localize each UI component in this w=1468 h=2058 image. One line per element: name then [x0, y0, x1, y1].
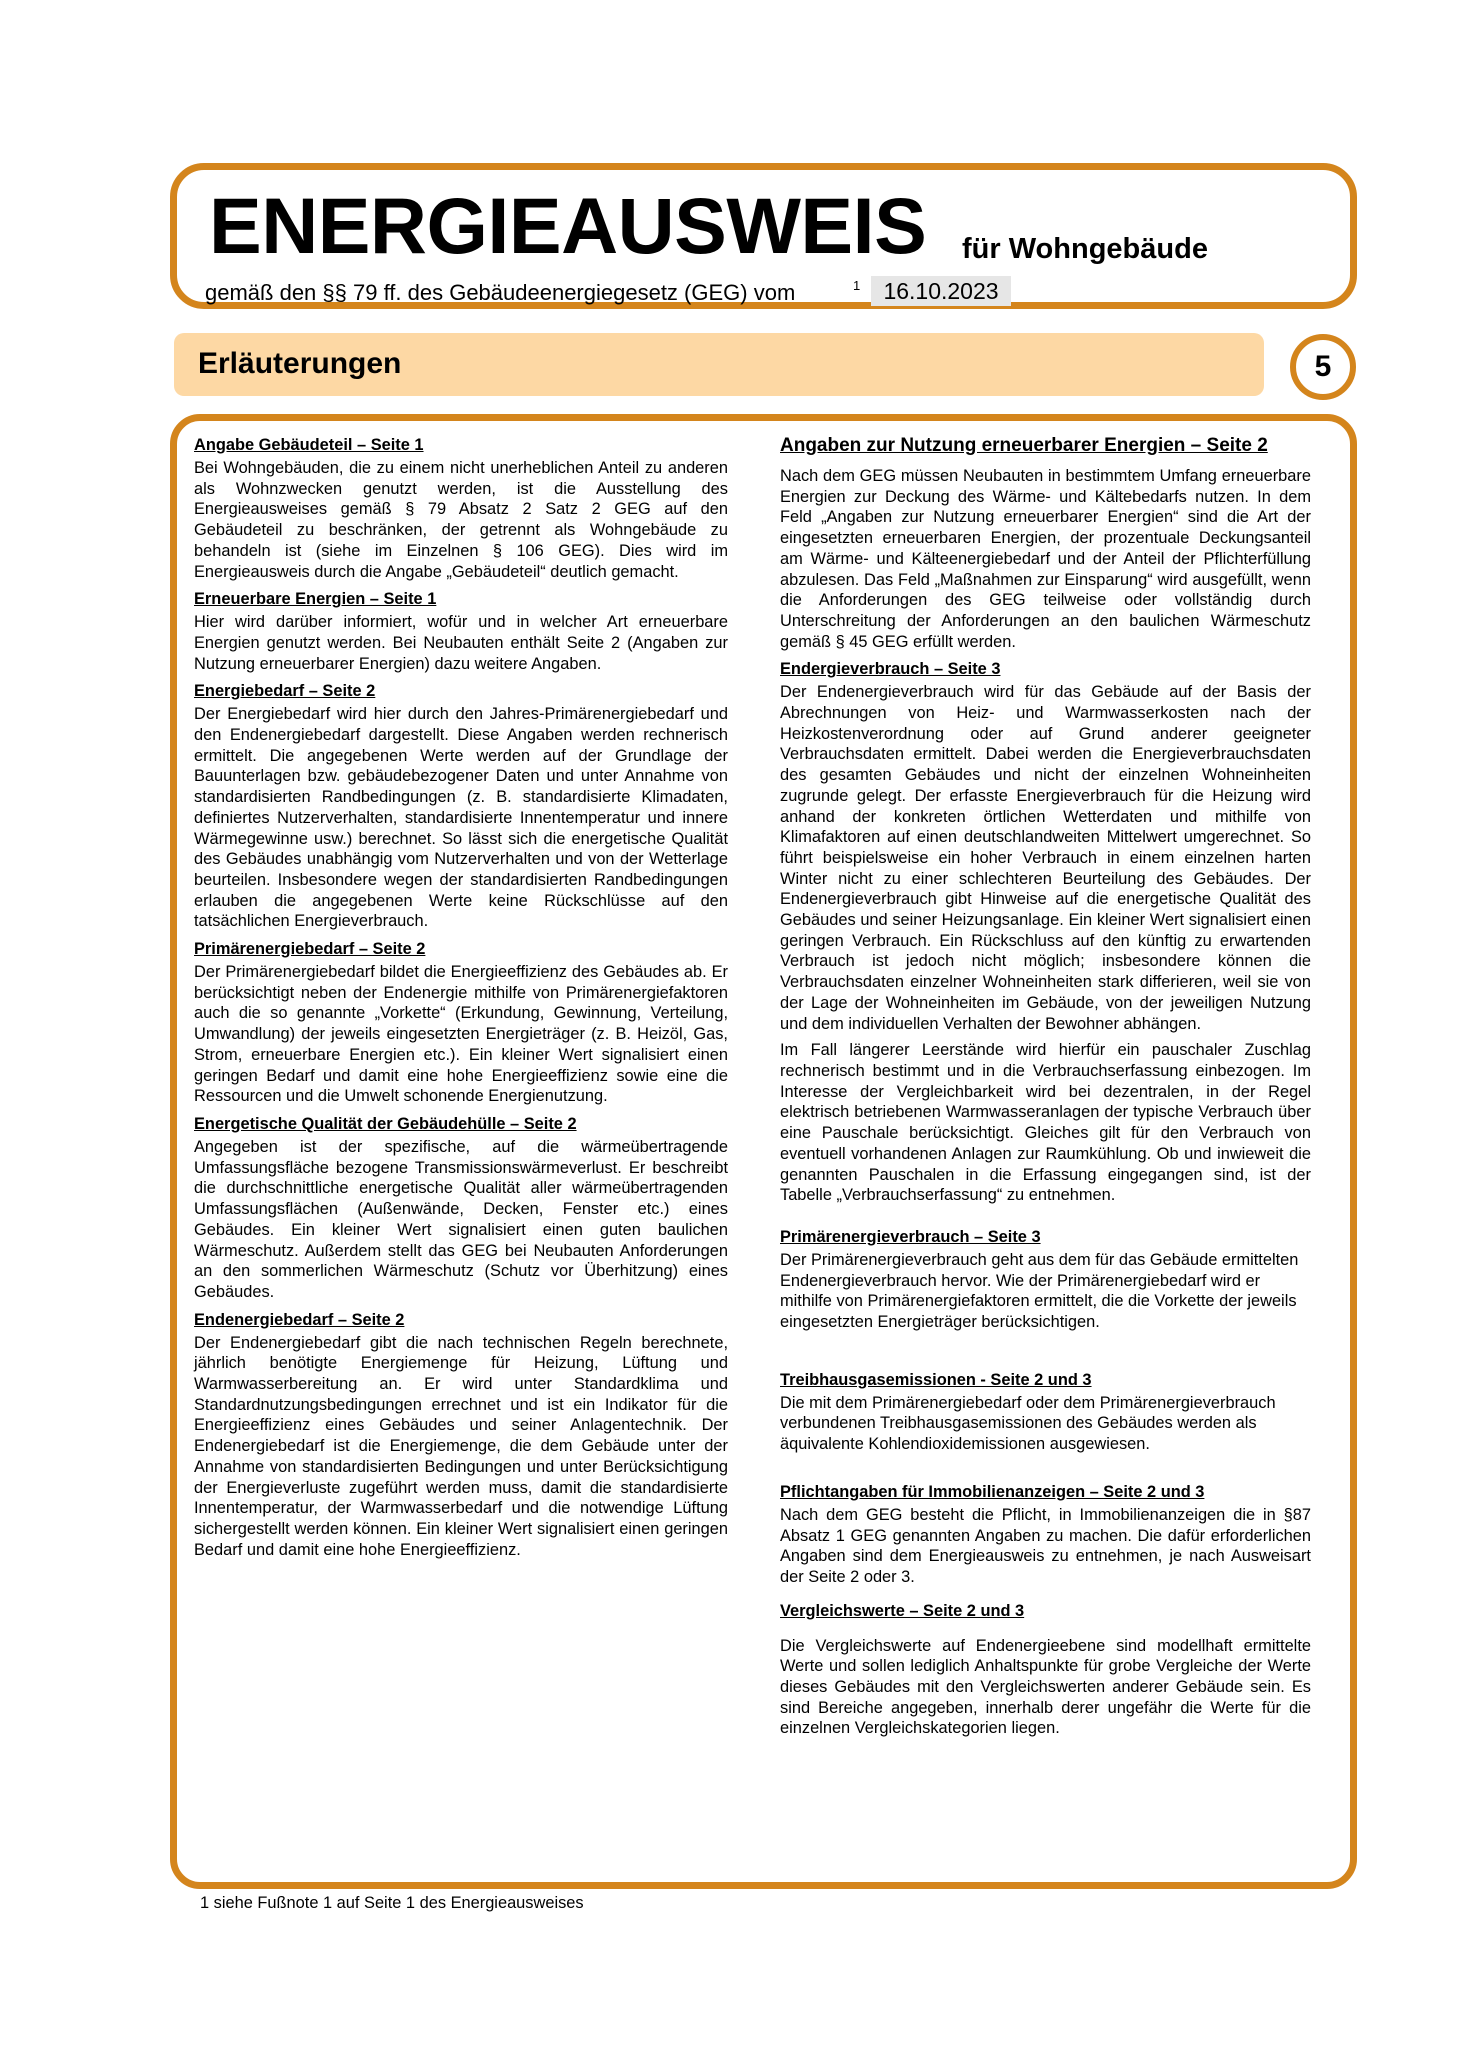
- explanation-text: Der Endenergieverbrauch wird für das Gebäude auf der Basis der Abrechnungen von Heiz- und Warmwasserkosten nach der Heizkostenverordnung oder auf Grund anderer geeigneter Verbrauchsdaten ermittelt. Dabei werden die Energieverbrauchsdaten des gesamten Gebäudes und nicht der einzelnen Wohneinheiten zugrunde gelegt. Der erfasste Energieverbrauch für die Heizung wird anhand der konkreten örtlichen Wetterdaten und mithilfe von Klimafaktoren auf einen deutschlandweiten Mittelwert umgerechnet. So führt beispielsweise ein hoher Verbrauch in einem einzelnen harten Winter nicht zu einer schlechteren Beurteilung des Gebäudes. Der Endenergieverbrauch gibt Hinweise auf die energetische Qualität des Gebäudes und seiner Heizungsanlage. Ein kleiner Wert signalisiert einen geringen Verbrauch. Ein Rückschluss auf den künftig zu erwartenden Verbrauch ist jedoch nicht möglich; insbesondere können die Verbrauchsdaten einzelner Wohneinheiten stark differieren, weil sie von der Lage der Wohneinheiten im Gebäude, von der jeweiligen Nutzung und dem individuellen Verhalten der Bewohner abhängen.: [780, 683, 1311, 1033]
- explanation-text: Im Fall längerer Leerstände wird hierfür ein pauschaler Zuschlag rechnerisch bestimmt und in die Verbrauchserfassung einbezogen. Im Interesse der Vergleichbarkeit wird bei dezentralen, in der Regel elektrisch betriebenen Warmwasseranlagen der typische Verbrauch über eine Pauschale berücksichtigt. Gleiches gilt für den Verbrauch von eventuell vorhandenen Anlagen zur Raumkühlung. Ob und inwieweit die genannten Pauschalen in die Erfassung eingegangen sind, ist der Tabelle „Verbrauchserfassung“ zu entnehmen.: [780, 1041, 1311, 1205]
- page-footnote: 1 siehe Fußnote 1 auf Seite 1 des Energieausweises: [200, 1894, 584, 1912]
- explanation-text: Bei Wohngebäuden, die zu einem nicht unerheblichen Anteil zu anderen als Wohnzwecken genutzt werden, ist die Ausstellung des Energieausweises gemäß § 79 Absatz 2 Satz 2 GEG auf den Gebäudeteil zu beschränken, der getrennt als Wohngebäude zu behandeln ist (siehe im Einzelnen § 106 GEG). Dies wird im Energieausweis durch die Angabe „Gebäudeteil“ deutlich gemacht.: [194, 459, 728, 581]
- explanation-text: Die mit dem Primärenergiebedarf oder dem Primärenergieverbrauch verbundenen Treibhausgasemissionen des Gebäudes werden als äquivalente Kohlendioxidemissionen ausgewiesen.: [780, 1393, 1276, 1454]
- explanation-text: Der Endenergiebedarf gibt die nach technischen Regeln berechnete, jährlich benötigte Energiemenge für Heizung, Lüftung und Warmwasserbereitung an. Er wird unter Standardklima und Standardnutzungsbedingungen errechnet und ist ein Indikator für die Energieeffizienz eines Gebäudes und seiner Anlagentechnik. Der Endenergiebedarf ist die Energiemenge, die dem Gebäude unter der Annahme von standardisierten Bedingungen und unter Berücksichtigung der Energieverluste zugeführt werden muss, damit die standardisierte Innentemperatur, der Warmwasserbedarf und die notwendige Lüftung sichergestellt werden können. Ein kleiner Wert signalisiert einen geringen Bedarf und damit eine hohe Energieeffizienz.: [194, 1333, 728, 1559]
- explanation-text: Hier wird darüber informiert, wofür und in welcher Art erneuerbare Energien genutzt werden. Bei Neubauten enthält Seite 2 (Angaben zur Nutzung erneuerbarer Energien) dazu weitere Angaben.: [194, 613, 728, 673]
- page-number-badge: 5: [1290, 334, 1356, 400]
- explanation-text: Der Primärenergiebedarf bildet die Energieeffizienz des Gebäudes ab. Er berücksichtigt neben der Endenergie mithilfe von Primärenergiefaktoren auch die so genannte „Vorkette“ (Erkundung, Gewinnung, Verteilung, Umwandlung) der jeweils eingesetzten Energieträger (z. B. Heizöl, Gas, Strom, erneuerbare Energien etc.). Ein kleiner Wert signalisiert einen geringen Bedarf und damit eine hohe Energieeffizienz sowie eine die Ressourcen und die Umwelt schonende Energienutzung.: [194, 963, 728, 1106]
- explanation-heading: Primärenergieverbrauch – Seite 3: [780, 1227, 1041, 1246]
- explanation-heading: Endenergiebedarf – Seite 2: [194, 1310, 405, 1329]
- explanation-heading: Primärenergiebedarf – Seite 2: [194, 940, 426, 959]
- explanation-heading: Erneuerbare Energien – Seite 1: [194, 590, 437, 609]
- explanation-text: Nach dem GEG müssen Neubauten in bestimmtem Umfang erneuerbare Energien zur Deckung des Wärme- und Kältebedarfs nutzen. In dem Feld „Angaben zur Nutzung erneuerbarer Energien“ sind die Art der eingesetzten erneuerbaren Energien, der prozentuale Deckungsanteil am Wärme- und Kälteenergiebedarf und der Anteil der Pflichterfüllung abzulesen. Das Feld „Maßnahmen zur Einsparung“ wird ausgefüllt, wenn die Anforderungen des GEG teilweise oder vollständig durch Unterschreitung der Anforderungen an den baulichen Wärmeschutz gemäß § 45 GEG erfüllt werden.: [780, 467, 1311, 651]
- explanation-section: [194, 1309, 728, 1561]
- explanation-heading: Endergieverbrauch – Seite 3: [780, 660, 1001, 679]
- explanation-section: [780, 1226, 1311, 1333]
- explanation-heading: Treibhausgasemissionen - Seite 2 und 3: [780, 1370, 1092, 1389]
- explanations-box: [170, 414, 1357, 1889]
- explanation-text: Der Primärenergieverbrauch geht aus dem für das Gebäude ermittelten Endenergieverbrauch hervor. Wie der Primärenergiebedarf wird er mithilfe von Primärenergiefaktoren ermittelt, die die Vorkette der jeweils eingesetzten Energieträger berücksichtigen.: [780, 1250, 1299, 1332]
- section-header-bar: [174, 333, 1264, 396]
- explanation-section: [780, 1481, 1311, 1588]
- footnote-mark: 1: [853, 278, 861, 293]
- document-title-suffix: für Wohngebäude: [962, 233, 1208, 265]
- document-header: [170, 163, 1357, 309]
- section-title: Erläuterungen: [198, 347, 402, 380]
- legal-basis-text: gemäß den §§ 79 ff. des Gebäudeenergiegesetz (GEG) vom: [205, 280, 796, 305]
- explanation-section: [780, 1600, 1311, 1740]
- explanation-section: [194, 680, 728, 932]
- explanation-heading: Energiebedarf – Seite 2: [194, 682, 376, 701]
- explanation-section: [194, 588, 728, 674]
- explanation-text: Angegeben ist der spezifische, auf die wärmeübertragende Umfassungsfläche bezogene Transmissionswärmeverlust. Er beschreibt die durchschnittliche energetische Qualität aller wärmeübertragenden Umfassungsflächen (Außenwände, Decken, Fenster etc.) eines Gebäudes. Ein kleiner Wert signalisiert einen guten baulichen Wärmeschutz. Außerdem stellt das GEG bei Neubauten Anforderungen an den sommerlichen Wärmeschutz (Schutz vor Überhitzung) eines Gebäudes.: [194, 1137, 728, 1301]
- explanation-section: [780, 658, 1311, 1206]
- explanation-text: Nach dem GEG besteht die Pflicht, in Immobilienanzeigen die in §87 Absatz 1 GEG genannten Angaben zu machen. Die dafür erforderlichen Angaben sind dem Energieausweis zu entnehmen, je nach Ausweisart der Seite 2 oder 3.: [780, 1505, 1311, 1586]
- right-column: [780, 434, 1311, 1745]
- explanation-section: [194, 1113, 728, 1303]
- explanation-text: Der Energiebedarf wird hier durch den Jahres-Primärenergiebedarf und den Endenergiebedarf dargestellt. Diese Angaben werden rechnerisch ermittelt. Die angegebenen Werte werden auf der Grundlage der Bauunterlagen bzw. gebäudebezogener Daten und unter Annahme von standardisierten Randbedingungen (z. B. standardisierte Klimadaten, definiertes Nutzerverhalten, standardisierte Innentemperatur und innere Wärmegewinne usw.) berechnet. So lässt sich die energetische Qualität des Gebäudes unabhängig vom Nutzerverhalten und von der Wetterlage beurteilen. Insbesondere wegen der standardisierten Randbedingungen erlauben die angegebenen Werte keine Rückschlüsse auf den tatsächlichen Energieverbrauch.: [194, 705, 728, 931]
- explanation-section: [780, 434, 1311, 652]
- explanation-section: [780, 1369, 1311, 1455]
- explanation-section: [194, 434, 728, 582]
- left-column: [194, 434, 728, 1566]
- explanation-heading: Energetische Qualität der Gebäudehülle – Seite 2: [194, 1114, 577, 1133]
- explanation-heading: Angabe Gebäudeteil – Seite 1: [194, 436, 424, 454]
- explanation-heading: Angaben zur Nutzung erneuerbarer Energien – Seite 2: [780, 435, 1268, 456]
- explanation-section: [194, 938, 728, 1107]
- explanation-heading: Vergleichswerte – Seite 2 und 3: [780, 1601, 1025, 1620]
- document-title: ENERGIEAUSWEIS: [209, 181, 927, 270]
- issue-date: 16.10.2023: [871, 276, 1011, 306]
- explanation-text: Die Vergleichswerte auf Endenergieebene sind modellhaft ermittelte Werte und sollen lediglich Anhaltspunkte für grobe Vergleiche der Werte dieses Gebäudes mit den Vergleichswerten anderer Gebäude sein. Es sind Bereiche angegeben, innerhalb derer ungefähr die Werte für die einzelnen Vergleichskategorien liegen.: [780, 1636, 1311, 1738]
- explanation-heading: Pflichtangaben für Immobilienanzeigen – Seite 2 und 3: [780, 1482, 1205, 1501]
